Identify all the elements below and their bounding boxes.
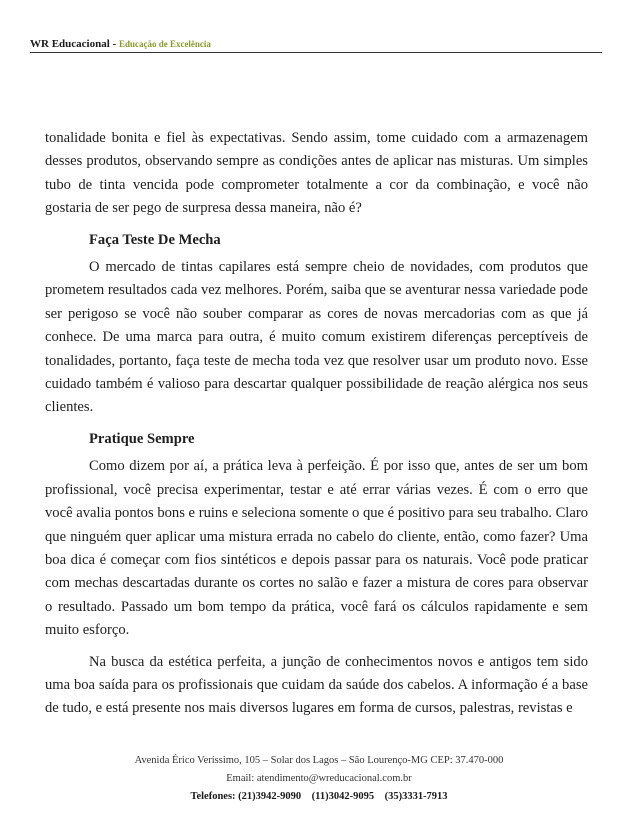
brand-name: WR Educacional bbox=[30, 38, 110, 50]
paragraph-pratique-sempre: Como dizem por aí, a prática leva à perfeição. É por isso que, antes de ser um bom profissional, você precisa experimentar, testar e até errar várias vezes. É com o erro que você avalia pontos bons e ruins e seleciona somente o que é positivo para seu trabalho. Claro que ninguém quer aplicar uma mistura errada no cabelo do cliente, então, como fazer? Uma boa dica é começar com fios sintéticos e depois passar para os naturais. Você pode praticar com mechas descartadas durante os cortes no salão e fazer a mistura de cores para observar o resultado. Passado um bom tempo da prática, você fará os cálculos rapidamente e sem muito esforço. bbox=[45, 458, 588, 639]
header-separator: - bbox=[109, 38, 119, 50]
section-heading-teste-mecha: Faça Teste De Mecha bbox=[89, 231, 221, 248]
paragraph-continuation: tonalidade bonita e fiel às expectativas. Sendo assim, tome cuidado com a armazenagem desses produtos, observando sempre as condições antes de aplicar nas misturas. Um simples tubo de tinta vencida pode comprometer totalmente a cor da combinação, e você não gostaria de ser pego de surpresa dessa maneira, não é? bbox=[45, 130, 588, 217]
page-header bbox=[30, 38, 602, 53]
brand-tagline: Educação de Excelência bbox=[118, 39, 211, 49]
document-body bbox=[45, 127, 588, 721]
section-heading-pratique-sempre: Pratique Sempre bbox=[89, 430, 195, 447]
footer-phones: Telefones: (21)3942-9090 (11)3042-9095 (35)3331-7913 bbox=[190, 791, 448, 802]
footer-email: Email: atendimento@wreducacional.com.br bbox=[226, 773, 412, 784]
paragraph-teste-mecha: O mercado de tintas capilares está sempre cheio de novidades, com produtos que prometem resultados cada vez melhores. Porém, saiba que se aventurar nessa variedade pode ser perigoso se você não souber comparar as cores de novas mercadorias com as que já conhece. De uma marca para outra, é muito comum existirem diferenças perceptíveis de tonalidades, portanto, faça teste de mecha toda vez que resolver usar um produto novo. Esse cuidado também é valioso para descartar qualquer possibilidade de reação alérgica nos seus clientes. bbox=[45, 259, 588, 416]
page-footer bbox=[0, 752, 638, 806]
paragraph-estetica: Na busca da estética perfeita, a junção de conhecimentos novos e antigos tem sido uma boa saída para os profissionais que cuidam da saúde dos cabelos. A informação é a base de tudo, e está presente nos mais diversos lugares em forma de cursos, palestras, revistas e bbox=[45, 653, 588, 717]
footer-address: Avenida Érico Veríssimo, 105 – Solar dos Lagos – São Lourenço-MG CEP: 37.470-000 bbox=[134, 755, 504, 766]
